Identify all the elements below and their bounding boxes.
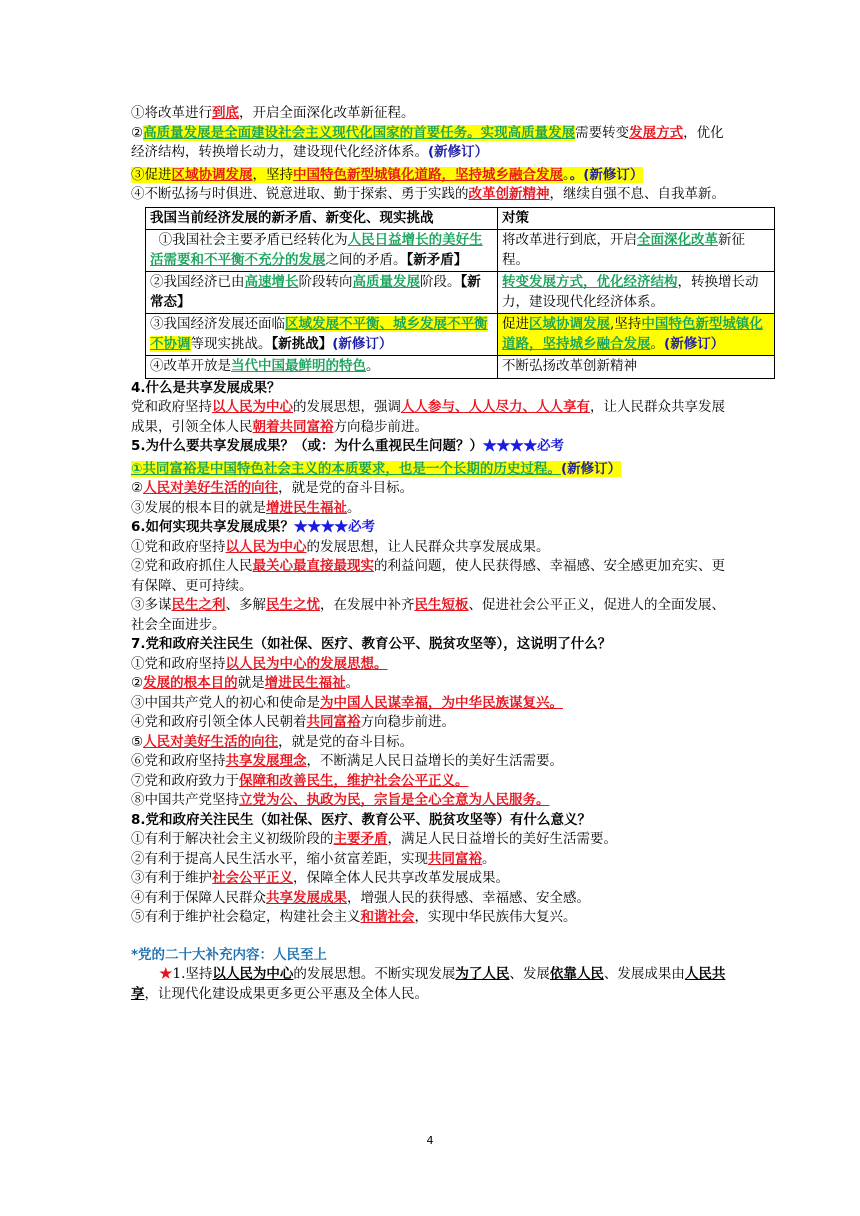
- key-term: 发展的根本目的: [143, 675, 238, 691]
- text: ③: [131, 166, 145, 183]
- key-term: 区域发展不平衡、城乡发展不平衡不协调: [150, 316, 488, 352]
- question-8-line-4: [131, 889, 731, 909]
- key-term: 共享发展成果: [266, 889, 347, 906]
- question-8-title: 8.党和政府关注民生（如社保、医疗、教育公平、脱贫攻坚等）有什么意义？: [131, 811, 592, 828]
- text: ④有利于保障人民群众: [131, 889, 266, 906]
- text: 。: [650, 335, 665, 352]
- intro-line-1: [131, 104, 731, 124]
- question-7-line-4: [131, 713, 731, 733]
- text: ，就是党的奋斗目标。: [278, 480, 414, 496]
- key-term: 增进民生福祉: [266, 499, 347, 516]
- text: 、发展: [509, 966, 550, 982]
- text: ①将改革进行: [131, 105, 212, 121]
- text: 阶段转向: [298, 274, 353, 290]
- text: ，不断满足人民日益增长的美好生活需要。: [306, 753, 563, 769]
- text: 。: [366, 358, 380, 374]
- key-term: 主要矛盾: [333, 831, 388, 847]
- question-7-line-6: [131, 752, 731, 772]
- text: 方向稳步前进。: [360, 714, 455, 730]
- document-body: [131, 104, 763, 1004]
- text: ③我国经济发展还面临: [150, 316, 285, 332]
- key-term: 增进民生福祉: [264, 675, 346, 691]
- key-term: 高质量发展: [352, 274, 420, 290]
- page-number: 4: [426, 1134, 434, 1147]
- key-term: 到底: [212, 105, 239, 121]
- text: ②: [131, 675, 144, 691]
- text: ③发展的根本目的就是: [131, 499, 266, 516]
- text: ，开启全面深化改革新征程。: [239, 105, 415, 121]
- text: 党和政府坚持: [131, 399, 212, 415]
- text: ，在发展中补齐: [320, 597, 415, 613]
- text: ④党和政府引领全体人民朝着: [131, 714, 307, 730]
- text: ，就是党的奋斗目标。: [278, 733, 414, 750]
- text: ，优化经济结构，转换增长动力，建设现代化经济体系。: [131, 124, 724, 160]
- question-5-line-1: [131, 460, 731, 480]
- table-cell: [498, 314, 775, 356]
- revision-tag: 。(新修订）: [569, 166, 644, 183]
- text: 阶段。: [420, 274, 461, 290]
- text: 之间的矛盾。: [325, 251, 407, 268]
- text: ②: [131, 124, 144, 141]
- intro-line-3: [131, 166, 731, 186]
- key-term: 民生短板: [414, 597, 469, 613]
- key-term: 为了人民: [455, 966, 510, 982]
- question-8-line-3: [131, 869, 731, 889]
- text: ②有利于提高人民生活水平，缩小贫富差距，实现: [131, 850, 428, 867]
- question-8-line-2: [131, 850, 731, 870]
- text: 。: [345, 675, 360, 691]
- question-4-title: 4.什么是共享发展成果？: [131, 379, 281, 396]
- supplement-heading: *党的二十大补充内容：人民至上: [131, 946, 328, 963]
- key-term: 中国特色新型城镇化道路，坚持城乡融合发展: [293, 166, 563, 183]
- table-cell: [146, 230, 498, 272]
- key-term: 以人民为中心: [212, 966, 294, 982]
- table-row: [146, 230, 775, 272]
- key-term: ①共同富裕是中国特色社会主义的本质要求，也是一个长期的历史过程。: [131, 460, 561, 477]
- text: 的发展思想。不断实现发展: [293, 966, 456, 982]
- text: 方向稳步前进。: [333, 418, 428, 435]
- question-7-title: 7.党和政府关注民生（如社保、医疗、教育公平、脱贫攻坚等），这说明了什么？: [131, 636, 612, 652]
- text: ①有利于解决社会主义初级阶段的: [131, 831, 334, 847]
- key-term: 全面深化改革: [637, 232, 719, 248]
- text: 就是: [237, 675, 265, 691]
- table-cell: [146, 314, 498, 356]
- key-term: 人民日益增长的美好生活需要和不平衡不充分的发展: [150, 232, 483, 268]
- text: 的发展思想，强调: [293, 399, 401, 415]
- text: ，增强人民的获得感、幸福感、安全感。: [347, 889, 590, 906]
- text: ①党和政府坚持: [131, 655, 226, 672]
- supplement-paragraph: [131, 965, 731, 1004]
- text: ②我国经济已由: [150, 274, 245, 290]
- key-term: 共同富裕: [428, 850, 482, 867]
- key-term: 社会公平正义: [212, 870, 293, 886]
- text: ，保障全体人民共享改革发展成果。: [293, 870, 509, 886]
- text: 1.坚持: [172, 966, 213, 982]
- text: ，转换增长动力，建设现代化经济体系。: [502, 274, 759, 310]
- key-term: 区域协调发展: [171, 166, 253, 183]
- question-6-line-3: [131, 596, 731, 635]
- text: ⑤有利于维护社会稳定，构建社会主义: [131, 909, 361, 925]
- text: 等现实挑战。: [190, 335, 272, 352]
- key-term: 朝着共同富裕: [252, 418, 334, 435]
- key-term: 人民对美好生活的向往: [143, 480, 279, 496]
- table-header-cell: 对策: [498, 207, 775, 230]
- text: ①党和政府坚持: [131, 538, 226, 555]
- question-7-line-7: [131, 772, 731, 792]
- text: ③多谋: [131, 597, 172, 613]
- text: 促进: [502, 316, 530, 332]
- key-term: 为中国人民谋幸福，为中华民族谋复兴。: [320, 694, 563, 711]
- text: ，实现中华民族伟大复兴。: [414, 909, 577, 925]
- key-term: 依靠人民: [549, 966, 604, 982]
- text: 将改革进行到底，开启: [502, 232, 638, 248]
- text: ⑤: [131, 733, 144, 750]
- text: ③中国共产党人的初心和使命是: [131, 694, 320, 711]
- question-title: 6.如何实现共享发展成果？: [131, 519, 295, 535]
- star-rating-icon: ★★★★必考: [483, 438, 565, 454]
- key-term: 民生之利: [171, 597, 226, 613]
- table-header-row: [146, 207, 775, 230]
- table-cell: [146, 272, 498, 314]
- key-term: 共同富裕: [306, 714, 361, 730]
- text: 。: [563, 166, 570, 183]
- text: 、促进社会公平正义，促进人的全面发展、社会全面进步。: [131, 597, 725, 633]
- key-term: 人民共享: [131, 966, 726, 1002]
- tag: 【新挑战】: [271, 335, 333, 352]
- key-term: 区域协调发展: [529, 316, 611, 332]
- key-term: 人人参与、人人尽力、人人享有: [401, 399, 590, 415]
- key-term: 共享发展理念: [225, 753, 307, 769]
- key-term: 立党为公、执政为民，宗旨是全心全意为人民服务。: [239, 792, 550, 808]
- table-cell: [146, 356, 498, 379]
- revision-tag: (新修订）: [664, 335, 725, 352]
- table-cell: [498, 230, 775, 272]
- text: 的发展思想，让人民群众共享发展成果。: [306, 538, 550, 555]
- text: ②: [131, 480, 144, 496]
- table-cell: [498, 272, 775, 314]
- text: 、发展成果由: [603, 966, 685, 982]
- question-7-line-8: [131, 791, 731, 811]
- table-header-cell: 我国当前经济发展的新矛盾、新变化、现实挑战: [146, 207, 498, 230]
- table-row: [146, 272, 775, 314]
- key-term: 发展方式: [629, 124, 684, 141]
- question-7-line-1: [131, 655, 731, 675]
- question-5-title: [131, 437, 731, 457]
- question-7-line-5: [131, 733, 731, 753]
- text: 的利益问题，使人民获得感、幸福感、安全感更加充实、更有保障、更可持续。: [131, 558, 725, 594]
- text: 需要转变: [575, 124, 630, 141]
- tag: 【新常态】: [150, 274, 481, 310]
- text: 。: [482, 850, 496, 867]
- text: 、多解: [225, 597, 266, 613]
- revision-tag: (新修订）: [332, 335, 393, 352]
- question-8-line-5: [131, 908, 731, 928]
- comparison-table: [145, 207, 775, 379]
- intro-line-2: [131, 124, 731, 163]
- tag: 【新矛盾】: [406, 251, 468, 268]
- text: 。: [347, 499, 361, 516]
- text: 新征程。: [502, 232, 746, 268]
- key-term: 转变发展方式，优化经济结构: [502, 274, 678, 290]
- question-6-title: [131, 518, 731, 538]
- table-row: [146, 314, 775, 356]
- text: ，坚持: [252, 166, 293, 183]
- key-term: 改革创新精神: [468, 186, 550, 202]
- star-icon: ★: [159, 966, 173, 982]
- question-7-line-2: [131, 674, 731, 694]
- key-term: 以人民为中心: [212, 399, 293, 415]
- question-4-answer: [131, 398, 731, 437]
- text: ④改革开放是: [150, 358, 231, 374]
- key-term: 人民对美好生活的向往: [143, 733, 279, 750]
- text: ,坚持: [610, 316, 642, 332]
- text: ，让现代化建设成果更多更公平惠及全体人民。: [144, 985, 428, 1002]
- question-5-line-2: [131, 479, 731, 499]
- key-term: 高速增长: [244, 274, 299, 290]
- key-term: 保障和改善民生，维护社会公平正义。: [239, 772, 469, 789]
- question-8-line-1: [131, 830, 731, 850]
- key-term: 民生之忧: [266, 597, 320, 613]
- text: ②党和政府抓住人民: [131, 558, 253, 574]
- intro-line-4: [131, 185, 731, 205]
- key-term: 以人民为中心: [225, 538, 307, 555]
- text: ①我国社会主要矛盾已经转化为: [158, 232, 348, 248]
- question-5-line-3: [131, 499, 731, 519]
- key-term: 以人民为中心的发展思想。: [225, 655, 388, 672]
- star-rating-icon: ★★★★必考: [294, 519, 376, 535]
- key-term: 最关心最直接最现实: [252, 558, 374, 574]
- text: ⑦党和政府致力于: [131, 772, 239, 789]
- key-term: 中国特色新型城镇化道路，坚持城乡融合发展: [502, 316, 763, 352]
- key-term: 高质量发展是全面建设社会主义现代化国家的首要任务。实现高质量发展: [143, 124, 576, 141]
- revision-tag: (新修订）: [428, 144, 489, 160]
- revision-tag: (新修订）: [560, 460, 622, 477]
- text: ，继续自强不息、自我革新。: [549, 186, 725, 202]
- question-6-line-2: [131, 557, 731, 596]
- table-cell: 不断弘扬改革创新精神: [498, 356, 775, 379]
- table-row: [146, 356, 775, 379]
- question-title: 5.为什么要共享发展成果？（或：为什么重视民生问题？）: [131, 438, 484, 454]
- text: ，让人民群众共享发展成果，引领全体人民: [131, 399, 725, 435]
- key-term: 和谐社会: [360, 909, 415, 925]
- text: ⑧中国共产党坚持: [131, 792, 239, 808]
- text: ⑥党和政府坚持: [131, 753, 226, 769]
- text: 促进: [144, 166, 172, 183]
- question-6-line-1: [131, 538, 731, 558]
- text: ，满足人民日益增长的美好生活需要。: [387, 831, 617, 847]
- text: ③有利于维护: [131, 870, 212, 886]
- key-term: 当代中国最鲜明的特色: [231, 358, 366, 374]
- question-7-line-3: [131, 694, 731, 714]
- text: ④不断弘扬与时俱进、锐意进取、勤于探索、勇于实践的: [131, 186, 469, 202]
